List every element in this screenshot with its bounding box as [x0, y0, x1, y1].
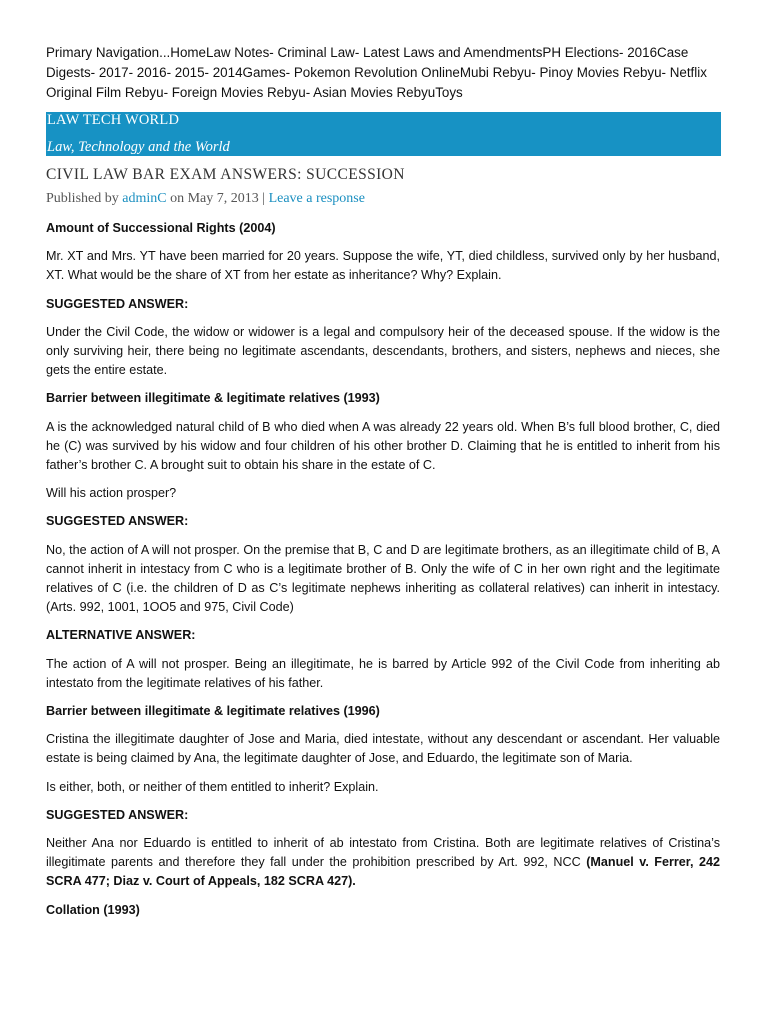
- section-heading: Barrier between illegitimate & legitimate relatives (1996): [46, 704, 380, 719]
- post-date: May 7, 2013: [187, 191, 259, 206]
- date-prefix: on: [170, 191, 185, 206]
- paragraph-text: Neither Ana nor Eduardo is entitled to inherit of ab intestato from Cristina. Both are legitimate relatives of Cristina’s illegitimate parents and therefore they fall under the prohibition prescribed by Art. 992, NCC: [46, 836, 720, 870]
- post-title: CIVIL LAW BAR EXAM ANSWERS: SUCCESSION: [46, 166, 405, 183]
- author-link[interactable]: adminC: [122, 191, 167, 206]
- suggested-answer-label: SUGGESTED ANSWER:: [46, 514, 189, 529]
- paragraph-with-citation: [46, 834, 720, 892]
- site-tagline: Law, Technology and the World: [47, 139, 230, 155]
- site-title[interactable]: LAW TECH WORLD: [47, 112, 180, 128]
- published-by-label: Published by: [46, 191, 119, 206]
- section-heading: Collation (1993): [46, 902, 140, 917]
- section-heading: Barrier between illegitimate & legitimate relatives (1993): [46, 391, 380, 406]
- paragraph: No, the action of A will not prosper. On the premise that B, C and D are legitimate brothers, as an illegitimate child of B, A cannot inherit in intestacy from C who is a legitimate brother of B. Only the wife of C in her own right and the legitimate relatives of C (i.e. the children of D as C’s legitimate nephews inheriting as collateral relatives) can inherit in intestacy. (Arts. 992, 1001, 1OO5 and 975, Civil Code): [46, 542, 720, 615]
- leave-response-link[interactable]: Leave a response: [268, 191, 365, 206]
- post-content: [46, 219, 720, 929]
- paragraph: Will his action prosper?: [46, 486, 177, 501]
- post-meta: [46, 191, 365, 207]
- suggested-answer-label: SUGGESTED ANSWER:: [46, 807, 189, 822]
- paragraph: The action of A will not prosper. Being an illegitimate, he is barred by Article 992 of the Civil Code from inheriting ab intestato from the legitimate relatives of his father.: [46, 656, 720, 690]
- section-heading: Amount of Successional Rights (2004): [46, 221, 276, 235]
- primary-navigation[interactable]: Primary Navigation...HomeLaw Notes- Criminal Law- Latest Laws and AmendmentsPH Elections- 2016Case Digests- 2017- 2016- 2015- 2014Games- Pokemon Revolution OnlineMubi Rebyu- Pinoy Movies Rebyu- Netflix Original Film Rebyu- Foreign Movies Rebyu- Asian Movies RebyuToys: [46, 45, 707, 100]
- paragraph: Cristina the illegitimate daughter of Jose and Maria, died intestate, without any descendant or ascendant. Her valuable estate is being claimed by Ana, the legitimate daughter of Jose, and Eduardo, the legitimate son of Maria.: [46, 732, 720, 766]
- paragraph: Is either, both, or neither of them entitled to inherit? Explain.: [46, 779, 379, 794]
- meta-separator: |: [262, 191, 266, 206]
- alternative-answer-label: ALTERNATIVE ANSWER:: [46, 628, 196, 643]
- paragraph: A is the acknowledged natural child of B who died when A was already 22 years old. When B’s full blood brother, C, died he (C) was survived by his widow and four children of his other brother D. Claiming that he is entitled to inherit from his father’s brother C. A brought suit to obtain his share in the estate of C.: [46, 419, 720, 473]
- citation: (Manuel v. Ferrer, 242 SCRA 477; Diaz v. Court of Appeals, 182 SCRA 427).: [46, 855, 720, 889]
- paragraph: Under the Civil Code, the widow or widower is a legal and compulsory heir of the deceased spouse. If the widow is the only surviving heir, there being no legitimate ascendants, descendants, brothers, and sisters, nephews and nieces, she gets the entire estate.: [46, 324, 720, 378]
- paragraph: Mr. XT and Mrs. YT have been married for 20 years. Suppose the wife, YT, died childless, survived only by her husband, XT. What would be the share of XT from her estate as inheritance? Why? Explain.: [46, 249, 720, 283]
- site-banner: [46, 112, 721, 156]
- suggested-answer-label: SUGGESTED ANSWER:: [46, 296, 189, 311]
